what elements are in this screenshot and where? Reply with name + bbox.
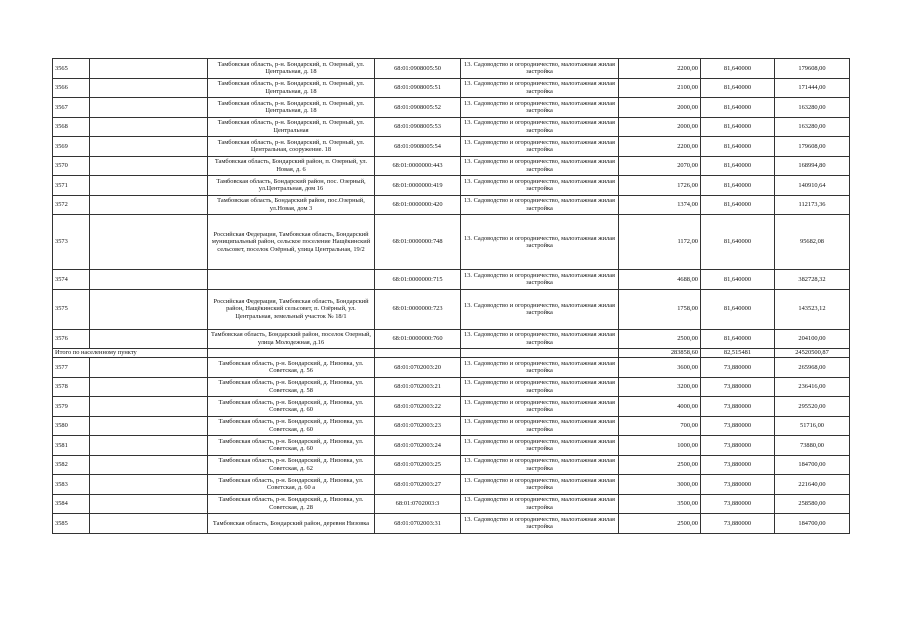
row-address: Тамбовская область, Бондарский район, пос.Озерный, ул.Новая, дом 3	[208, 195, 375, 215]
row-area: 2500,00	[619, 514, 701, 534]
row-spacer	[90, 59, 208, 79]
row-address: Тамбовская область, р-н. Бондарский, д. Низовка, ул. Советская, д. 56	[208, 358, 375, 378]
row-address: Тамбовская область, Бондарский район, поселок Озерный, улица Молодежная, д.16	[208, 329, 375, 349]
table-row	[53, 195, 850, 215]
row-cadastral-value: 265968,00	[775, 358, 850, 378]
row-spacer	[90, 377, 208, 397]
row-cadastral-number: 68:01:0908005:51	[375, 78, 461, 98]
row-area: 2200,00	[619, 59, 701, 79]
row-area: 3200,00	[619, 377, 701, 397]
row-area: 2200,00	[619, 137, 701, 157]
row-rate: 73,880000	[701, 475, 775, 495]
row-rate: 73,880000	[701, 436, 775, 456]
row-spacer	[90, 78, 208, 98]
row-number: 3567	[53, 98, 90, 118]
row-rate: 81,640000	[701, 78, 775, 98]
row-number: 3566	[53, 78, 90, 98]
row-spacer	[90, 416, 208, 436]
table-total	[53, 349, 850, 358]
row-number: 3573	[53, 215, 90, 270]
row-rate: 73,880000	[701, 455, 775, 475]
row-land-use: 13. Садоводство и огородничество, малоэтажная жилая застройка	[461, 377, 619, 397]
row-rate: 81,640000	[701, 59, 775, 79]
table-row	[53, 455, 850, 475]
row-cadastral-number: 68:01:0000000:419	[375, 176, 461, 196]
row-land-use: 13. Садоводство и огородничество, малоэтажная жилая застройка	[461, 455, 619, 475]
row-area: 1726,00	[619, 176, 701, 196]
row-area: 4000,00	[619, 397, 701, 417]
total-label: Итого по населенному пункту	[53, 349, 208, 358]
row-address: Российская Федерация, Тамбовская область, Бондарский район, Нащёкинский сельсовет, п. Озёрный, ул. Центральная, земельный участок № 18/1	[208, 289, 375, 329]
row-cadastral-value: 112173,36	[775, 195, 850, 215]
row-area: 700,00	[619, 416, 701, 436]
table-row	[53, 59, 850, 79]
row-cadastral-value: 184700,00	[775, 455, 850, 475]
row-spacer	[90, 436, 208, 456]
row-spacer	[90, 289, 208, 329]
row-rate: 81,640000	[701, 117, 775, 137]
row-land-use: 13. Садоводство и огородничество, малоэтажная жилая застройка	[461, 514, 619, 534]
row-cadastral-number: 68:01:0702003:20	[375, 358, 461, 378]
row-spacer	[90, 270, 208, 290]
row-cadastral-number: 68:01:0702003:31	[375, 514, 461, 534]
table-body-ozerny	[53, 59, 850, 349]
row-spacer	[90, 358, 208, 378]
row-spacer	[90, 397, 208, 417]
row-number: 3577	[53, 358, 90, 378]
row-area: 2100,00	[619, 78, 701, 98]
row-cadastral-number: 68:01:0000000:443	[375, 156, 461, 176]
row-number: 3572	[53, 195, 90, 215]
row-cadastral-number: 68:01:0000000:760	[375, 329, 461, 349]
row-rate: 73,880000	[701, 377, 775, 397]
row-cadastral-value: 73880,00	[775, 436, 850, 456]
row-address: Тамбовская область, р-н. Бондарский, д. Низовка, ул. Советская, д. 60	[208, 397, 375, 417]
row-cadastral-number: 68:01:0702003:27	[375, 475, 461, 495]
row-cadastral-number: 68:01:0702003:21	[375, 377, 461, 397]
row-rate: 81,640000	[701, 176, 775, 196]
row-land-use: 13. Садоводство и огородничество, малоэтажная жилая застройка	[461, 156, 619, 176]
total-use-cell	[461, 349, 619, 358]
row-land-use: 13. Садоводство и огородничество, малоэтажная жилая застройка	[461, 358, 619, 378]
row-rate: 81,640000	[701, 329, 775, 349]
row-address: Тамбовская область, р-н. Бондарский, п. Озерный, ул. Центральная, д. 18	[208, 98, 375, 118]
row-address: Тамбовская область, р-н. Бондарский, д. Низовка, ул. Советская, д. 60 а	[208, 475, 375, 495]
row-spacer	[90, 156, 208, 176]
row-rate: 81,640000	[701, 215, 775, 270]
table-row	[53, 436, 850, 456]
row-cadastral-number: 68:01:0000000:420	[375, 195, 461, 215]
table-row	[53, 137, 850, 157]
row-spacer	[90, 494, 208, 514]
row-area: 1000,00	[619, 436, 701, 456]
row-cadastral-number: 68:01:0702003:3	[375, 494, 461, 514]
total-row	[53, 349, 850, 358]
row-area: 1758,00	[619, 289, 701, 329]
row-land-use: 13. Садоводство и огородничество, малоэтажная жилая застройка	[461, 176, 619, 196]
table-row	[53, 329, 850, 349]
row-number: 3581	[53, 436, 90, 456]
total-value: 24520500,87	[775, 349, 850, 358]
row-address: Российская Федерация, Тамбовская область, Бондарский муниципальный район, сельское поселение Нащёкинский сельсовет, поселок Озёрный, улица Центральная, 19/2	[208, 215, 375, 270]
row-spacer	[90, 195, 208, 215]
table-row	[53, 475, 850, 495]
row-address: Тамбовская область, Бондарский район, деревня Низовка	[208, 514, 375, 534]
row-area: 2500,00	[619, 329, 701, 349]
row-cadastral-number: 68:01:0702003:22	[375, 397, 461, 417]
row-rate: 73,880000	[701, 494, 775, 514]
row-area: 2500,00	[619, 455, 701, 475]
row-spacer	[90, 176, 208, 196]
row-cadastral-value: 95682,08	[775, 215, 850, 270]
row-cadastral-value: 258580,00	[775, 494, 850, 514]
row-address: Тамбовская область, Бондарский район, пос. Озерный, ул.Центральная, дом 16	[208, 176, 375, 196]
row-land-use: 13. Садоводство и огородничество, малоэтажная жилая застройка	[461, 329, 619, 349]
row-area: 2000,00	[619, 98, 701, 118]
row-land-use: 13. Садоводство и огородничество, малоэтажная жилая застройка	[461, 494, 619, 514]
row-cadastral-number: 68:01:0000000:715	[375, 270, 461, 290]
row-area: 3500,00	[619, 494, 701, 514]
row-cadastral-value: 179608,00	[775, 137, 850, 157]
row-address	[208, 270, 375, 290]
row-cadastral-value: 51716,00	[775, 416, 850, 436]
row-cadastral-value: 221640,00	[775, 475, 850, 495]
row-address: Тамбовская область, р-н. Бондарский, п. Озерный, ул. Центральная, д. 18	[208, 78, 375, 98]
row-address: Тамбовская область, р-н. Бондарский, п. Озерный, ул. Центральная, сооружение. 18	[208, 137, 375, 157]
row-cadastral-number: 68:01:0702003:23	[375, 416, 461, 436]
row-cadastral-number: 68:01:0908005:52	[375, 98, 461, 118]
row-cadastral-value: 140910,64	[775, 176, 850, 196]
table-row	[53, 358, 850, 378]
row-cadastral-number: 68:01:0702003:25	[375, 455, 461, 475]
table-row	[53, 416, 850, 436]
row-land-use: 13. Садоводство и огородничество, малоэтажная жилая застройка	[461, 436, 619, 456]
land-registry-table	[52, 58, 850, 534]
row-rate: 81,640000	[701, 289, 775, 329]
row-rate: 81,640000	[701, 137, 775, 157]
total-cadastral-cell	[375, 349, 461, 358]
row-cadastral-value: 204100,00	[775, 329, 850, 349]
row-land-use: 13. Садоводство и огородничество, малоэтажная жилая застройка	[461, 59, 619, 79]
row-rate: 81,640000	[701, 98, 775, 118]
row-area: 1374,00	[619, 195, 701, 215]
row-cadastral-value: 171444,00	[775, 78, 850, 98]
table-row	[53, 377, 850, 397]
row-address: Тамбовская область, р-н. Бондарский, д. Низовка, ул. Советская, д. 58	[208, 377, 375, 397]
row-land-use: 13. Садоводство и огородничество, малоэтажная жилая застройка	[461, 137, 619, 157]
row-number: 3585	[53, 514, 90, 534]
row-cadastral-value: 179608,00	[775, 59, 850, 79]
table-row	[53, 270, 850, 290]
total-address-cell	[208, 349, 375, 358]
row-land-use: 13. Садоводство и огородничество, малоэтажная жилая застройка	[461, 289, 619, 329]
row-number: 3575	[53, 289, 90, 329]
row-number: 3570	[53, 156, 90, 176]
row-cadastral-number: 68:01:0702003:24	[375, 436, 461, 456]
row-cadastral-value: 168994,80	[775, 156, 850, 176]
row-cadastral-number: 68:01:0000000:723	[375, 289, 461, 329]
row-spacer	[90, 455, 208, 475]
row-land-use: 13. Садоводство и огородничество, малоэтажная жилая застройка	[461, 78, 619, 98]
row-cadastral-value: 163280,00	[775, 98, 850, 118]
table-row	[53, 289, 850, 329]
row-spacer	[90, 137, 208, 157]
row-rate: 81,640000	[701, 270, 775, 290]
table-row	[53, 514, 850, 534]
row-area: 3600,00	[619, 358, 701, 378]
row-area: 2070,00	[619, 156, 701, 176]
row-land-use: 13. Садоводство и огородничество, малоэтажная жилая застройка	[461, 397, 619, 417]
row-spacer	[90, 329, 208, 349]
row-number: 3565	[53, 59, 90, 79]
row-spacer	[90, 514, 208, 534]
row-cadastral-number: 68:01:0908005:54	[375, 137, 461, 157]
row-spacer	[90, 475, 208, 495]
row-spacer	[90, 117, 208, 137]
row-number: 3584	[53, 494, 90, 514]
row-cadastral-value: 382728,32	[775, 270, 850, 290]
row-rate: 81,640000	[701, 156, 775, 176]
row-cadastral-value: 184700,00	[775, 514, 850, 534]
table-row	[53, 397, 850, 417]
row-address: Тамбовская область, р-н. Бондарский, д. Низовка, ул. Советская, д. 60	[208, 416, 375, 436]
row-address: Тамбовская область, р-н. Бондарский, п. Озерный, ул. Центральная, д. 18	[208, 59, 375, 79]
row-cadastral-value: 163280,00	[775, 117, 850, 137]
row-rate: 81,640000	[701, 195, 775, 215]
row-land-use: 13. Садоводство и огородничество, малоэтажная жилая застройка	[461, 117, 619, 137]
row-area: 1172,00	[619, 215, 701, 270]
row-spacer	[90, 98, 208, 118]
row-number: 3583	[53, 475, 90, 495]
row-number: 3571	[53, 176, 90, 196]
row-rate: 73,880000	[701, 397, 775, 417]
row-address: Тамбовская область, р-н. Бондарский, д. Низовка, ул. Советская, д. 60	[208, 436, 375, 456]
row-land-use: 13. Садоводство и огородничество, малоэтажная жилая застройка	[461, 270, 619, 290]
row-number: 3569	[53, 137, 90, 157]
row-land-use: 13. Садоводство и огородничество, малоэтажная жилая застройка	[461, 98, 619, 118]
table-row	[53, 98, 850, 118]
row-address: Тамбовская область, р-н. Бондарский, д. Низовка, ул. Советская, д. 62	[208, 455, 375, 475]
row-rate: 73,880000	[701, 416, 775, 436]
row-number: 3580	[53, 416, 90, 436]
row-cadastral-value: 236416,00	[775, 377, 850, 397]
row-spacer	[90, 215, 208, 270]
table-row	[53, 494, 850, 514]
row-cadastral-value: 143523,12	[775, 289, 850, 329]
row-cadastral-number: 68:01:0000000:748	[375, 215, 461, 270]
row-land-use: 13. Садоводство и огородничество, малоэтажная жилая застройка	[461, 416, 619, 436]
table-row	[53, 176, 850, 196]
row-cadastral-value: 295520,00	[775, 397, 850, 417]
row-area: 3000,00	[619, 475, 701, 495]
row-area: 4688,00	[619, 270, 701, 290]
table-body-nizovka	[53, 358, 850, 534]
table-row	[53, 117, 850, 137]
table-row	[53, 78, 850, 98]
row-number: 3579	[53, 397, 90, 417]
row-number: 3574	[53, 270, 90, 290]
row-land-use: 13. Садоводство и огородничество, малоэтажная жилая застройка	[461, 475, 619, 495]
row-number: 3576	[53, 329, 90, 349]
total-rate: 82,515481	[701, 349, 775, 358]
table-row	[53, 156, 850, 176]
row-land-use: 13. Садоводство и огородничество, малоэтажная жилая застройка	[461, 195, 619, 215]
row-land-use: 13. Садоводство и огородничество, малоэтажная жилая застройка	[461, 215, 619, 270]
row-address: Тамбовская область, р-н. Бондарский, п. Озерный, ул. Центральная	[208, 117, 375, 137]
row-rate: 73,880000	[701, 358, 775, 378]
row-area: 2000,00	[619, 117, 701, 137]
row-cadastral-number: 68:01:0908005:53	[375, 117, 461, 137]
row-address: Тамбовская область, р-н. Бондарский, д. Низовка, ул. Советская, д. 28	[208, 494, 375, 514]
row-number: 3578	[53, 377, 90, 397]
total-area: 283858,60	[619, 349, 701, 358]
row-rate: 73,880000	[701, 514, 775, 534]
row-cadastral-number: 68:01:0908005:50	[375, 59, 461, 79]
row-number: 3568	[53, 117, 90, 137]
table-row	[53, 215, 850, 270]
row-address: Тамбовская область, Бондарский район, п. Озерный, ул. Новая, д. 6	[208, 156, 375, 176]
row-number: 3582	[53, 455, 90, 475]
